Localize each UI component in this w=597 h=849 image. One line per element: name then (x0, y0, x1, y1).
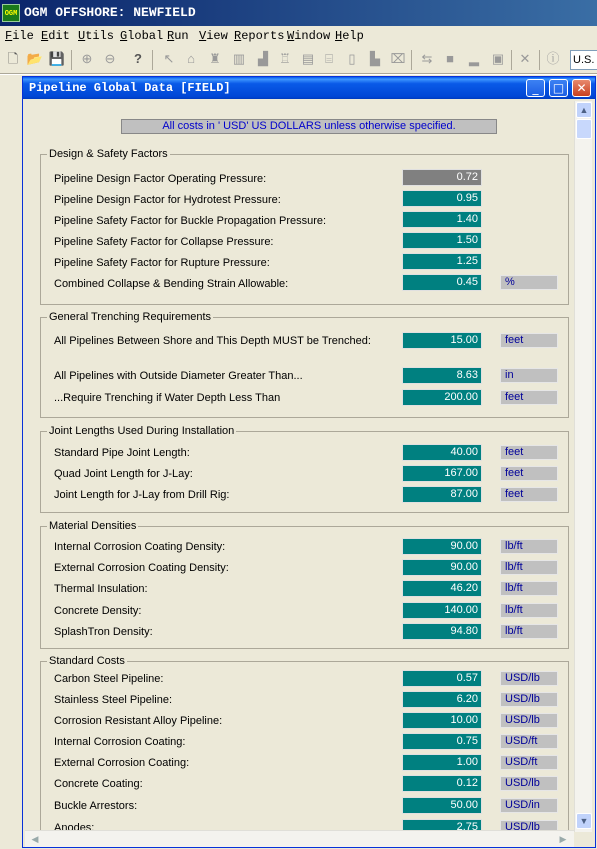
field-label: Joint Length for J-Lay from Drill Rig: (54, 489, 230, 501)
export-icon[interactable]: ▣ (491, 51, 505, 66)
app-logo-icon: OGM (2, 4, 20, 22)
form-content (25, 101, 574, 830)
design-factor-hydrotest-input[interactable]: 0.95 (402, 190, 482, 207)
scroll-thumb[interactable] (576, 119, 592, 139)
unit-label: USD/ft (500, 734, 558, 749)
unit-label: USD/lb (500, 692, 558, 707)
app-title-bar (0, 0, 597, 26)
field-label: Combined Collapse & Bending Strain Allowable: (54, 278, 289, 290)
field-label: External Corrosion Coating Density: (54, 562, 229, 574)
toolbar (0, 46, 597, 74)
block-icon[interactable]: ■ (446, 51, 454, 66)
drill-rig-joint-length-input[interactable]: 87.00 (402, 486, 482, 503)
internal-coating-cost-input[interactable]: 0.75 (402, 733, 482, 750)
trench-depth-input[interactable]: 15.00 (402, 332, 482, 349)
field-label: Standard Pipe Joint Length: (54, 447, 190, 459)
pipeline-global-data-window (22, 76, 596, 848)
platform-icon[interactable]: ⌂ (187, 51, 195, 66)
riser-icon[interactable]: ⌸ (325, 51, 333, 66)
internal-coating-density-input[interactable]: 90.00 (402, 538, 482, 555)
pointer-icon[interactable]: ↖ (163, 51, 175, 66)
unit-label: feet (500, 445, 558, 460)
field-label: Carbon Steel Pipeline: (54, 673, 164, 685)
minimize-button[interactable]: _ (526, 79, 545, 97)
app-title: OGM OFFSHORE: NEWFIELD (24, 5, 196, 20)
help-icon[interactable]: ? (134, 51, 142, 66)
structure-icon[interactable]: ♜ (209, 51, 221, 66)
safety-factor-buckle-input[interactable]: 1.40 (402, 211, 482, 228)
group-title: Material Densities (49, 520, 137, 532)
menu-global[interactable]: Global (120, 29, 164, 43)
unit-label: in (500, 368, 558, 383)
open-folder-icon[interactable]: 📂 (26, 51, 44, 66)
menu-view[interactable]: View (199, 29, 228, 43)
toolbar-separator (71, 50, 72, 70)
subsea-icon[interactable]: ▙ (370, 51, 380, 66)
delete-icon[interactable]: ✕ (519, 51, 531, 66)
unit-label: USD/ft (500, 755, 558, 770)
toolbar-separator (411, 50, 412, 70)
group-title: Standard Costs (49, 655, 125, 667)
concrete-density-input[interactable]: 140.00 (402, 602, 482, 619)
scroll-down-icon[interactable]: ▼ (576, 813, 592, 829)
field-label: All Pipelines with Outside Diameter Greater Than... (54, 370, 303, 382)
stainless-steel-cost-input[interactable]: 6.20 (402, 691, 482, 708)
unit-label: USD/lb (500, 776, 558, 791)
toolbar-separator (539, 50, 540, 70)
field-label: ...Require Trenching if Water Depth Less Than (54, 392, 281, 404)
unit-label: USD/lb (500, 713, 558, 728)
group-title: Joint Lengths Used During Installation (49, 425, 235, 437)
vertical-scrollbar[interactable] (574, 101, 592, 832)
unit-label: feet (500, 390, 558, 405)
field-label: Anodes: (54, 822, 95, 830)
vessel-icon[interactable]: ▂ (469, 51, 479, 66)
jacket-icon[interactable]: ▥ (232, 51, 246, 66)
field-label: Pipeline Design Factor Operating Pressure: (54, 173, 267, 185)
module-icon[interactable]: ▤ (301, 51, 315, 66)
menu-utils[interactable]: Utils (78, 29, 115, 43)
unit-label: USD/lb (500, 671, 558, 686)
scroll-up-icon[interactable]: ▲ (576, 102, 592, 118)
field-label: Concrete Density: (54, 605, 142, 617)
field-label: External Corrosion Coating: (54, 757, 190, 769)
splashtron-density-input[interactable]: 94.80 (402, 623, 482, 640)
window-title: Pipeline Global Data [FIELD] (23, 77, 595, 99)
menu-reports[interactable]: Reports (234, 29, 285, 43)
standard-joint-length-input[interactable]: 40.00 (402, 444, 482, 461)
close-button[interactable]: ✕ (572, 79, 591, 97)
menu-help[interactable]: Help (335, 29, 364, 43)
unit-label: feet (500, 333, 558, 348)
field-label: Pipeline Safety Factor for Rupture Pressure: (54, 257, 270, 269)
safety-factor-collapse-input[interactable]: 1.50 (402, 232, 482, 249)
menu-bar (0, 26, 597, 46)
scroll-left-icon[interactable]: ◀ (31, 834, 39, 844)
menu-edit[interactable]: Edit (41, 29, 70, 43)
toolbar-separator (511, 50, 512, 70)
unit-label: lb/ft (500, 539, 558, 554)
field-label: Internal Corrosion Coating: (54, 736, 186, 748)
cra-pipeline-cost-input[interactable]: 10.00 (402, 712, 482, 729)
field-label: All Pipelines Between Shore and This Depth MUST be Trenched: (54, 335, 371, 347)
external-coating-density-input[interactable]: 90.00 (402, 559, 482, 576)
unit-label: USD/in (500, 798, 558, 813)
unit-label: USD/lb (500, 820, 558, 830)
field-label: Quad Joint Length for J-Lay: (54, 468, 193, 480)
menu-file[interactable]: File (5, 29, 34, 43)
unit-label: lb/ft (500, 560, 558, 575)
anodes-cost-input[interactable]: 2.75 (402, 819, 482, 830)
field-label: Pipeline Design Factor for Hydrotest Pressure: (54, 194, 281, 206)
scroll-right-icon[interactable]: ▶ (559, 834, 567, 844)
concrete-coating-cost-input[interactable]: 0.12 (402, 775, 482, 792)
unit-label: lb/ft (500, 624, 558, 639)
carbon-steel-cost-input[interactable]: 0.57 (402, 670, 482, 687)
strain-allowable-input[interactable]: 0.45 (402, 274, 482, 291)
design-factor-operating-input[interactable]: 0.72 (402, 169, 482, 186)
zoom-out-icon[interactable]: ⊖ (104, 51, 116, 66)
trench-water-depth-input[interactable]: 200.00 (402, 389, 482, 406)
info-icon[interactable]: ⓘ (546, 51, 560, 66)
group-title: General Trenching Requirements (49, 311, 212, 323)
field-label: Pipeline Safety Factor for Buckle Propagation Pressure: (54, 215, 327, 227)
safety-factor-rupture-input[interactable]: 1.25 (402, 253, 482, 270)
toolbar-separator (152, 50, 153, 70)
field-label: Buckle Arrestors: (54, 800, 138, 812)
unit-label: % (500, 275, 558, 290)
quad-joint-length-input[interactable]: 167.00 (402, 465, 482, 482)
manifold-icon[interactable]: ⌧ (390, 51, 406, 66)
field-label: SplashTron Density: (54, 626, 153, 638)
new-file-icon[interactable]: 🗋 (7, 51, 19, 66)
buckle-arrestors-cost-input[interactable]: 50.00 (402, 797, 482, 814)
menu-window[interactable]: Window (287, 29, 331, 43)
external-coating-cost-input[interactable]: 1.00 (402, 754, 482, 771)
horizontal-scrollbar[interactable] (25, 830, 574, 847)
unit-label: lb/ft (500, 603, 558, 618)
menu-run[interactable]: Run (167, 29, 189, 43)
trench-od-input[interactable]: 8.63 (402, 367, 482, 384)
zoom-in-icon[interactable]: ⊕ (81, 51, 93, 66)
unit-label: lb/ft (500, 581, 558, 596)
field-label: Concrete Coating: (54, 778, 143, 790)
units-select[interactable]: U.S. (570, 50, 597, 70)
tank-icon[interactable]: ▯ (348, 51, 356, 66)
unit-label: feet (500, 487, 558, 502)
save-icon[interactable]: 💾 (48, 51, 66, 66)
field-label: Thermal Insulation: (54, 583, 148, 595)
topsides-icon[interactable]: ▟ (258, 51, 268, 66)
maximize-button[interactable]: □ (549, 79, 568, 97)
currency-banner: All costs in ' USD' US DOLLARS unless otherwise specified. (121, 119, 497, 134)
unit-label: feet (500, 466, 558, 481)
pipeline-icon[interactable]: ⇆ (421, 51, 433, 66)
rig-icon[interactable]: ♖ (279, 51, 291, 66)
field-label: Corrosion Resistant Alloy Pipeline: (54, 715, 223, 727)
field-label: Pipeline Safety Factor for Collapse Pressure: (54, 236, 274, 248)
field-label: Stainless Steel Pipeline: (54, 694, 173, 706)
group-title: Design & Safety Factors (49, 148, 168, 160)
field-label: Internal Corrosion Coating Density: (54, 541, 226, 553)
thermal-insulation-density-input[interactable]: 46.20 (402, 580, 482, 597)
